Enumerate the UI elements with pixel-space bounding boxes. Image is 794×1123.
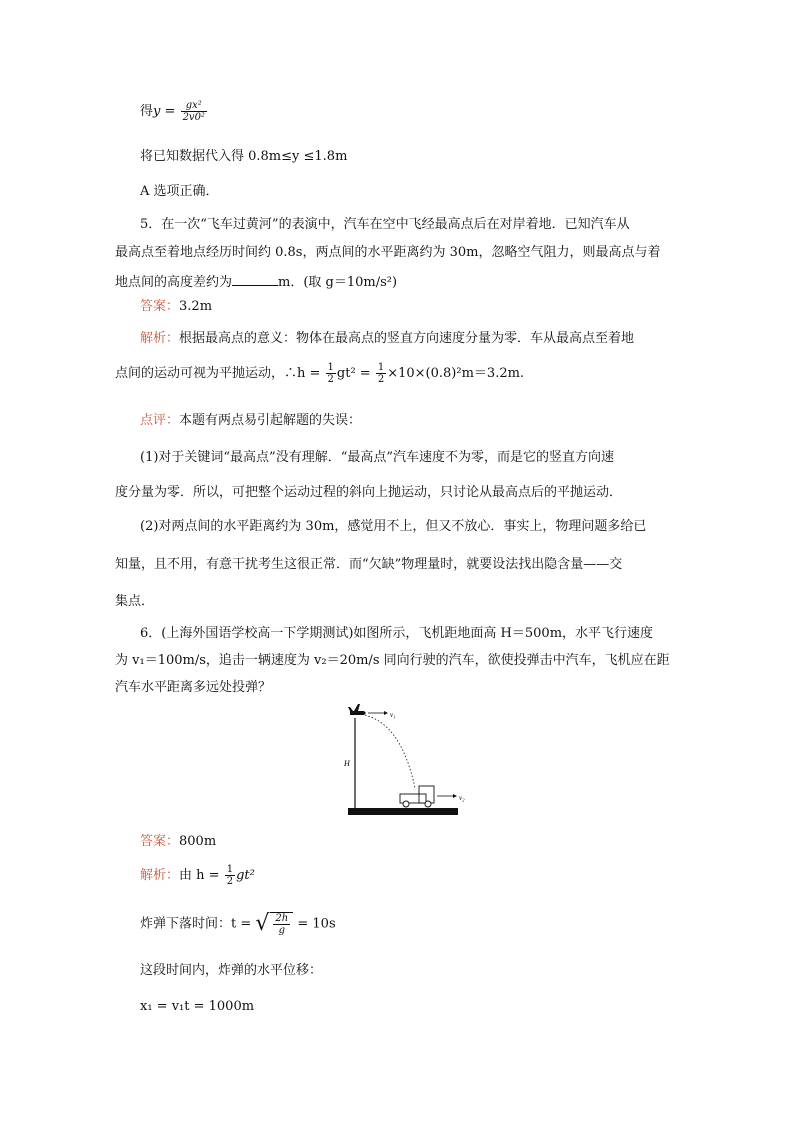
- q5-answer: 答案：3.2m: [140, 299, 213, 314]
- q6-fall-time: 炸弹下落时间：t = √ $\frac{2h}{g}$ = 10s: [140, 911, 336, 936]
- q5-p2-l1: (2)对两点间的水平距离约为 30m，感觉用不上，但又不放心．事实上，物理问题多给已: [140, 519, 647, 534]
- q6-answer: 答案：800m: [140, 834, 217, 849]
- q6-line2: 为 v₁＝100m/s，追击一辆速度为 v₂＝20m/s 同向行驶的汽车，欲使投弹击中汽车，飞机应在距: [115, 653, 670, 668]
- q5-p1-l1: (1)对于关键词“最高点”没有理解．“最高点”汽车速度不为零，而是它的竖直方向速: [140, 450, 614, 465]
- q5-p2-l2: 知量，且不用，有意干扰考生这很正常．而“欠缺”物理量时，就要设法找出隐含量——交: [115, 557, 623, 572]
- option-a-correct: A 选项正确．: [140, 184, 219, 199]
- q5-line1: 5．在一次“飞车过黄河”的表演中，汽车在空中飞经最高点后在对岸着地．已知汽车从: [140, 217, 630, 232]
- sqrt-sign: √: [255, 911, 270, 936]
- v2-label: v₂: [459, 794, 465, 802]
- q5-line2: 最高点至着地点经历时间约 0.8s，两点间的水平距离约为 30m，忽略空气阻力，则最高点与着: [115, 245, 661, 260]
- q5-p2-l3: 集点．: [115, 594, 155, 609]
- car-icon: [400, 786, 434, 807]
- q6-x1: x₁ = v₁t = 1000m: [140, 999, 255, 1014]
- q6-line3: 汽车水平距离多远处投弹？: [115, 680, 272, 695]
- eq-y: 得y = $\frac{\text{gx²}}{\text{2v0²}}$: [140, 100, 205, 123]
- range-line: 将已知数据代入得 0.8m≤y ≤1.8m: [140, 149, 348, 164]
- ground: [348, 808, 458, 815]
- q6-analysis: 解析：由 h = $\frac{1}{2}$ gt²: [140, 864, 255, 887]
- answer-blank: [232, 272, 278, 286]
- q5-comment: 点评：本题有两点易引起解题的失误：: [140, 413, 362, 428]
- h-label: H: [344, 759, 350, 768]
- trajectory: [358, 714, 415, 788]
- q6-displacement: 这段时间内，炸弹的水平位移：: [140, 963, 323, 978]
- q5-line3: 地点间的高度差约为 m．(取 g＝10m/s²): [115, 272, 397, 292]
- q6-line1: 6．(上海外国语学校高一下学期测试)如图所示，飞机距地面高 H＝500m，水平飞行速度: [140, 626, 654, 641]
- q5-analysis-2: 点间的运动可视为平抛运动，∴h = $\frac{1}{2}$ gt² = $\frac{1}{2}$ ×10×(0.8)²m＝3.2m.: [115, 362, 525, 385]
- q5-p1-l2: 度分量为零．所以，可把整个运动过程的斜向上抛运动，只讨论从最高点后的平抛运动．: [115, 485, 623, 500]
- bombing-figure: [340, 700, 465, 820]
- v1-label: v₁: [390, 711, 396, 719]
- airplane-icon: [348, 704, 366, 715]
- q5-analysis-1: 解析：根据最高点的意义：物体在最高点的竖直方向速度分量为零．车从最高点至着地: [140, 331, 635, 346]
